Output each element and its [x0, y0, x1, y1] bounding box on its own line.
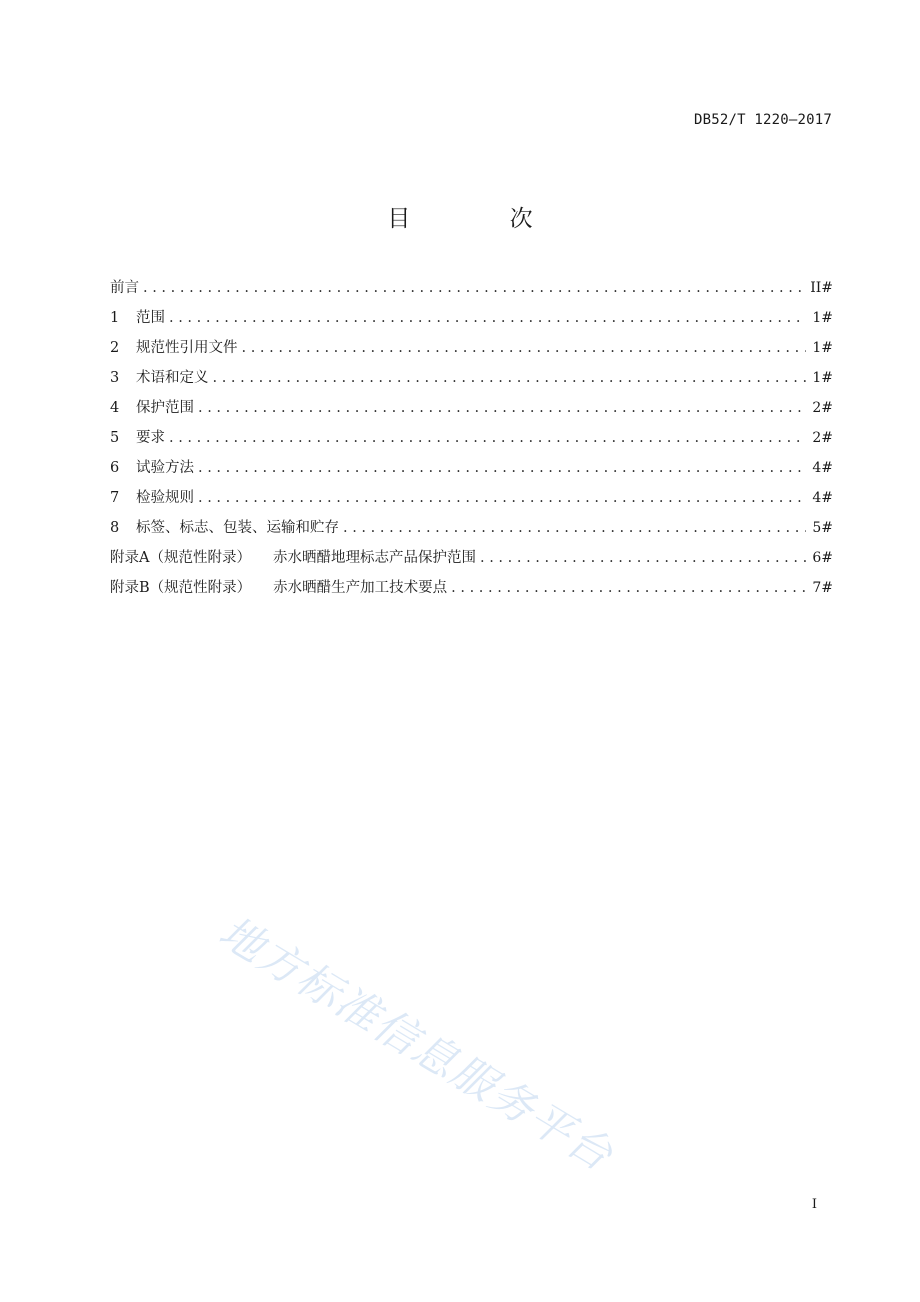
toc-entry-label: 检验规则 — [136, 490, 194, 506]
toc-dot-leader — [198, 487, 806, 509]
toc-entry-page: 1# — [812, 370, 833, 386]
toc-dot-leader — [480, 547, 806, 569]
toc-dot-leader — [143, 277, 804, 299]
toc-dot-leader — [343, 517, 806, 539]
toc-entry-page: 1# — [812, 340, 833, 356]
page-title: 目 次 — [387, 206, 579, 232]
document-code: DB52/T 1220—2017 — [693, 112, 832, 128]
toc-dot-leader — [451, 577, 806, 599]
watermark-text: 地方标准信息服务平台 — [210, 907, 622, 1182]
toc-entry-number: 5 — [110, 430, 120, 446]
toc-entry-number: 1 — [110, 310, 120, 326]
toc-entry-page: 4# — [812, 460, 833, 476]
toc-entry-subtitle: 赤水晒醋生产加工技术要点 — [273, 580, 448, 596]
toc-entry-label: 范围 — [136, 310, 165, 326]
toc-entry-label: 标签、标志、包装、运输和贮存 — [136, 520, 339, 536]
toc-entry-normative-references[interactable] — [110, 337, 833, 367]
toc-entry-terms-definitions[interactable] — [110, 367, 833, 397]
toc-entry-page: 4# — [812, 490, 833, 506]
toc-entry-label: 附录A（规范性附录） — [110, 550, 251, 566]
toc-entry-number: 7 — [110, 490, 120, 506]
toc-entry-label: 要求 — [136, 430, 165, 446]
toc-entry-labeling-packaging[interactable] — [110, 517, 833, 547]
toc-entry-label: 规范性引用文件 — [136, 340, 238, 356]
toc-entry-number: 4 — [110, 400, 120, 416]
toc-entry-page: 6# — [812, 550, 833, 566]
toc-entry-subtitle: 赤水晒醋地理标志产品保护范围 — [272, 550, 476, 566]
page-number: I — [811, 1197, 817, 1212]
toc-entry-page: 1# — [812, 310, 833, 326]
toc-entry-number: 2 — [110, 340, 120, 356]
toc-dot-leader — [242, 337, 807, 359]
toc-entry-label: 保护范围 — [136, 400, 194, 416]
toc-dot-leader — [198, 397, 806, 419]
toc-entry-label: 试验方法 — [136, 460, 194, 476]
toc-entry-page: 2# — [812, 400, 833, 416]
toc-entry-page: 7# — [812, 580, 833, 596]
toc-entry-number: 8 — [110, 520, 120, 536]
toc-entry-page: II# — [810, 280, 833, 296]
toc-entry-foreword[interactable] — [110, 277, 833, 307]
toc-entry-annex-a[interactable] — [110, 547, 833, 577]
toc-entry-number: 3 — [110, 370, 120, 386]
toc-entry-label: 术语和定义 — [136, 370, 209, 386]
toc-entry-number: 6 — [110, 460, 120, 476]
toc-entry-annex-b[interactable] — [110, 577, 833, 607]
toc-dot-leader — [169, 427, 806, 449]
toc-entry-label: 前言 — [110, 280, 139, 296]
toc-entry-scope[interactable] — [110, 307, 833, 337]
toc-dot-leader — [198, 457, 806, 479]
toc-entry-label: 附录B（规范性附录） — [110, 580, 252, 596]
toc-dot-leader — [213, 367, 807, 389]
toc-dot-leader — [169, 307, 806, 329]
toc-entry-page: 2# — [812, 430, 833, 446]
toc-entry-page: 5# — [812, 520, 833, 536]
table-of-contents — [110, 277, 833, 607]
toc-entry-inspection-rules[interactable] — [110, 487, 833, 517]
toc-entry-requirements[interactable] — [110, 427, 833, 457]
toc-entry-test-methods[interactable] — [110, 457, 833, 487]
toc-entry-protection-scope[interactable] — [110, 397, 833, 427]
